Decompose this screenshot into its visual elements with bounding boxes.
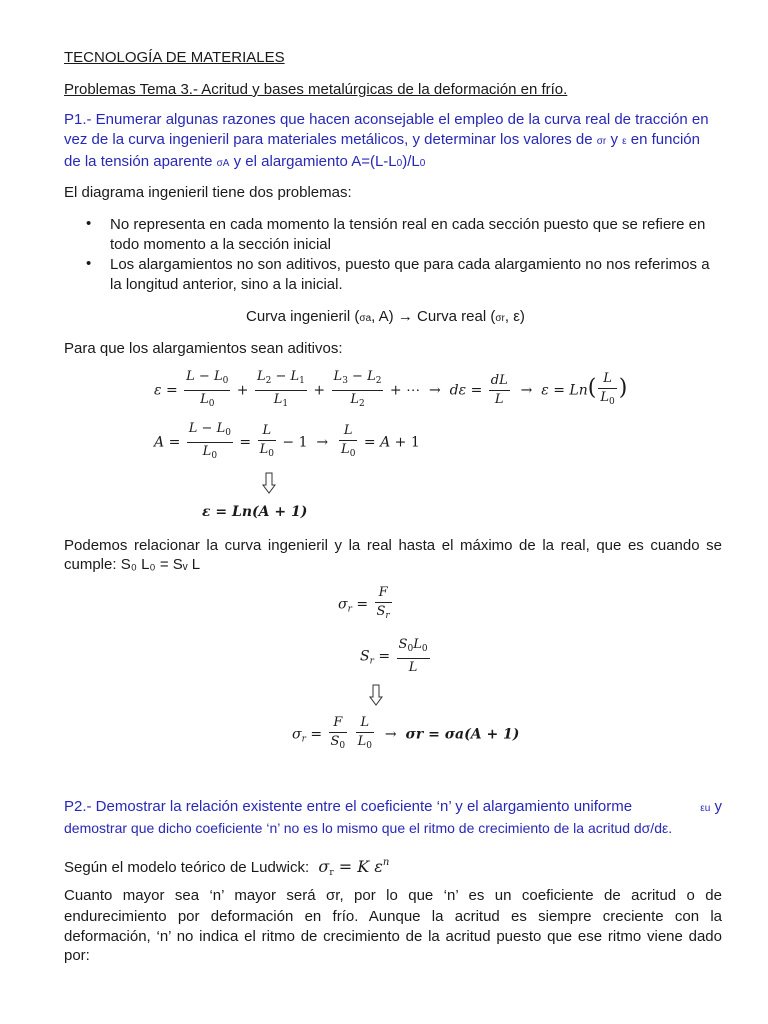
final-para-line4: por: (64, 947, 90, 964)
intro-text: El diagrama ingenieril tiene dos problemas: (64, 184, 352, 201)
p1-line2 (64, 130, 700, 152)
bullet-dot: • (86, 255, 92, 272)
ludwick-text: Según el modelo teórico de Ludwick: (64, 859, 310, 876)
p2-line1 (64, 797, 722, 819)
sigma-a-symbol: σa (359, 313, 372, 324)
equation-sigma-final: $\sigma_r$ = $\frac{F}{S_0}$ $\frac{L}{L_0}$ → σr = σa(A + 1) (292, 715, 520, 751)
equation-epsilon-result (202, 504, 307, 520)
final-para-line3: deformación, ‘n’ no indica el ritmo de crecimiento de la acritud puesto que ese ritmo viene dado (64, 928, 722, 945)
relate-line1: Podemos relacionar la curva ingenieril y la real hasta el máximo de la real, que es cuando se (64, 537, 722, 554)
p1-line3-text: de la tensión aparente (64, 153, 213, 170)
equation-epsilon-sum: ε = $\frac{L - L_0}{L_0}$ + $\frac{L_2 - L_1}{L_1}$ + $\frac{L_3 - L_2}{L_2}$ + ⋯ → dε = $\frac{dL}{L}$ → ε = Ln( $\frac{L}{L_0}$ ) (154, 369, 628, 409)
sigma-a-symbol: σA (216, 158, 230, 169)
equation-a-relation: A = $\frac{L - L_0}{L_0}$ = $\frac{L}{L_0}$ − 1 → $\frac{L}{L_0}$ = A + 1 (154, 421, 420, 461)
sigma-r-symbol: σr (495, 313, 505, 324)
bullet-dot: • (86, 215, 92, 232)
epsilon-result-text: ε = Ln(A + 1) (202, 504, 308, 520)
right-arrow-icon: → (397, 308, 413, 325)
p2-line1-text: P2.- Demostrar la relación existente entre el coeficiente ‘n’ y el alargamiento uniforme (64, 798, 633, 815)
bullet-item-2: Los alargamientos no son aditivos, puesto que para cada alargamiento no nos referimos a la longitud anterior, sino a la inicial. (110, 256, 710, 293)
p1-line1 (64, 110, 709, 130)
p1-line2-y: y (610, 131, 618, 148)
ludwick-line: Según el modelo teórico de Ludwick: $\sigma_r = K$ $\varepsilon^n$ (64, 857, 390, 878)
p2-line2 (64, 818, 672, 838)
curve-ingenieril-label: Curva ingenieril ( (246, 308, 360, 325)
curve-real-label: Curva real ( (416, 308, 496, 325)
p1-line3 (64, 152, 425, 174)
p2-line2-text: demostrar que dicho coeficiente ‘n’ no es lo mismo que el ritmo de crecimiento de la acritud (64, 820, 630, 836)
epsilon-u-symbol: εu (700, 803, 711, 814)
p1-line2-text: vez de la curva ingenieril para materiales metálicos, y determinar los valores de (64, 131, 593, 148)
sub-zero: 0 (419, 158, 426, 169)
p1-line2-end: en función (630, 131, 700, 148)
equation-s-r: $S_r$ = $\frac{S_0L_0}{L}$ (360, 637, 428, 675)
aditivos-text: Para que los alargamientos sean aditivos: (64, 340, 343, 357)
down-arrow-icon (369, 684, 383, 706)
doc-title: TECNOLOGÍA DE MATERIALES (64, 49, 285, 66)
epsilon-symbol: ε (622, 136, 627, 147)
p2-line1-y: y (714, 798, 722, 815)
sigma-r-symbol: σr (596, 136, 607, 147)
sub-zero: 0 (396, 158, 403, 169)
p1-line1-text: P1.- Enumerar algunas razones que hacen aconsejable el empleo de la curva real de tracción en (64, 111, 709, 128)
p1-line3-mid: y el alargamiento A=(L-L (233, 153, 397, 170)
curve-transition-line (246, 307, 525, 329)
relate-line2: cumple: S₀ L₀ = Sᵥ L (64, 556, 201, 573)
final-para-line1: Cuanto mayor sea ‘n’ mayor será σr, por lo que ‘n’ es un coeficiente de acritud o de (64, 887, 722, 904)
equation-sigma-r: $\sigma_r$ = $\frac{F}{S_r}$ (338, 585, 390, 621)
doc-subtitle: Problemas Tema 3.- Acritud y bases metalúrgicas de la deformación en frío. (64, 81, 568, 98)
p2-line2-derivative: dσ/dε. (633, 820, 673, 836)
curve-mid: , A) (371, 308, 394, 325)
sigma-final-text: σr = σa(A + 1) (405, 726, 520, 743)
p1-line3-end: )/L (402, 153, 420, 170)
final-para-line2: endurecimiento por deformación en frío. Aunque la acritud es siempre creciente con la (64, 908, 722, 925)
bullet-item-1: No representa en cada momento la tensión real en cada sección puesto que se refiere en todo momento a la sección inicial (110, 216, 706, 253)
curve-end: , ε) (504, 308, 525, 325)
down-arrow-icon (262, 472, 276, 494)
